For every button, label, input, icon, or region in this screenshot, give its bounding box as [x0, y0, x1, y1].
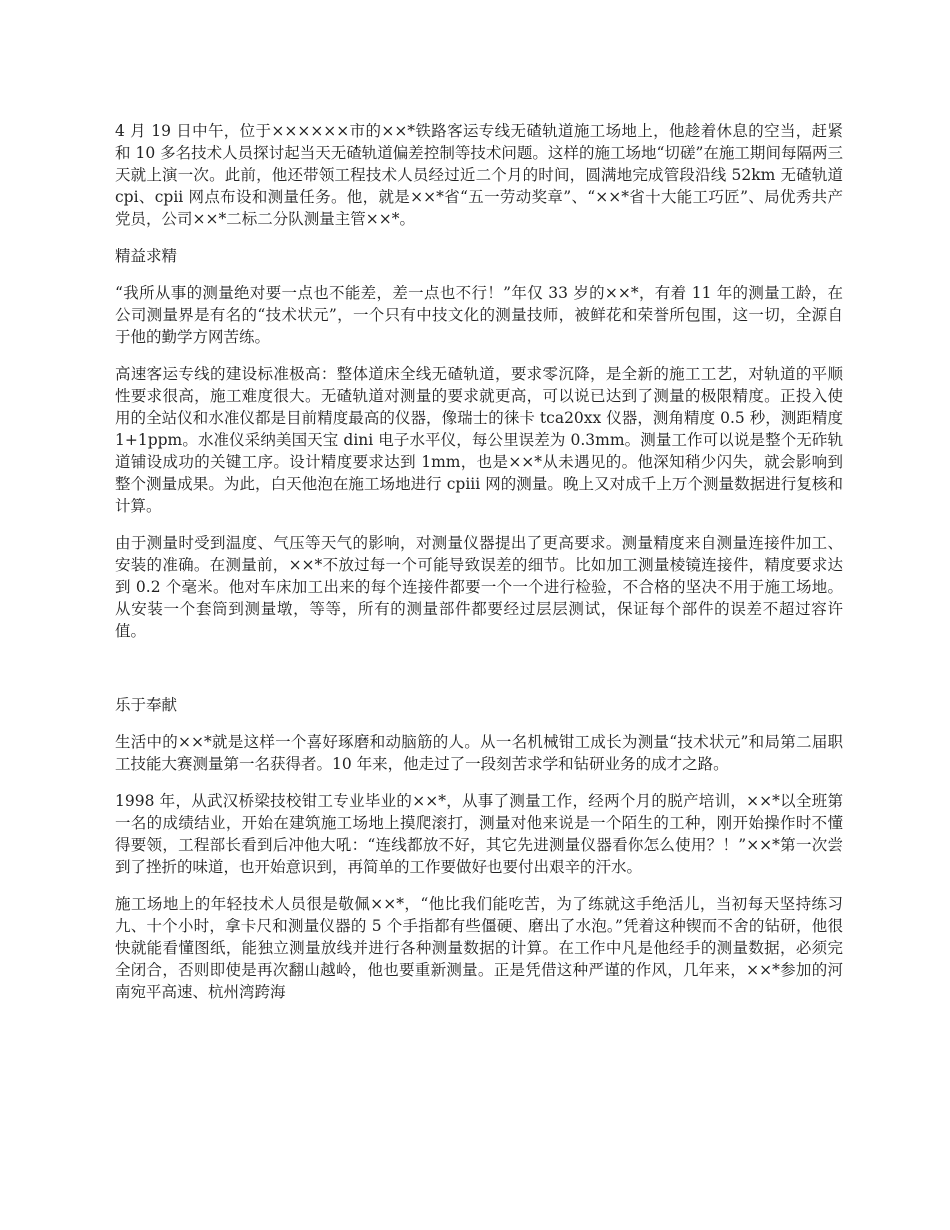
document-body: [115, 120, 843, 1018]
section-heading-precision: 精益求精: [115, 247, 178, 265]
section-heading-dedication: 乐于奉献: [115, 696, 178, 714]
body-paragraph: 高速客运专线的建设标准极高：整体道床全线无碴轨道，要求零沉降，是全新的施工工艺，对轨道的平顺性要求很高，施工难度很大。无碴轨道对测量的要求就更高，可以说已达到了测量的极限精度。正投入使用的全站仪和水准仪都是目前精度最高的仪器，像瑞士的徕卡 tca20xx 仪器，测角精度 0.5 秒，测距精度 1+1ppm。水准仪采纳美国天宝 dini 电子水平仪，每公里误差为 0.3mm。测量工作可以说是整个无砟轨道铺设成功的关键工序。设计精度要求达到 1mm，也是××*从未遇见的。他深知稍少闪失，就会影响到整个测量成果。为此，白天他泡在施工场地进行 cpiii 网的测量。晚上又对成千上万个测量数据进行复核和计算。: [115, 365, 843, 515]
body-paragraph: “我所从事的测量绝对要一点也不能差，差一点也不行！”年仅 33 岁的××*，有着 11 年的测量工龄，在公司测量界是有名的“技术状元”，一个只有中技文化的测量技师，被鲜花和荣誉所包围，这一切，全源自于他的勤学方网苦练。: [115, 284, 843, 346]
body-paragraph: 施工场地上的年轻技术人员很是敬佩××*，“他比我们能吃苦，为了练就这手绝活儿，当初每天坚持练习九、十个小时，拿卡尺和测量仪器的 5 个手指都有些僵硬、磨出了水泡。”凭着这种锲而不舍的钻研，他很快就能看懂图纸，能独立测量放线并进行各种测量数据的计算。在工作中凡是他经手的测量数据，必须完全闭合，否则即使是再次翻山越岭，他也要重新测量。正是凭借这种严谨的作风，几年来，××*参加的河南宛平高速、杭州湾跨海: [115, 895, 843, 1001]
body-paragraph: 由于测量时受到温度、气压等天气的影响，对测量仪器提出了更高要求。测量精度来自测量连接件加工、安装的准确。在测量前，××*不放过每一个可能导致误差的细节。比如加工测量棱镜连接件，精度要求达到 0.2 个毫米。他对车床加工出来的每个连接件都要一个一个进行检验，不合格的坚决不用于施工场地。从安装一个套筒到测量墩，等等，所有的测量部件都要经过层层测试，保证每个部件的误差不超过容许值。: [115, 534, 843, 640]
section-gap: [115, 657, 843, 694]
body-paragraph: 1998 年，从武汉桥梁技校钳工专业毕业的××*，从事了测量工作，经两个月的脱产培训，××*以全班第一名的成绩结业，开始在建筑施工场地上摸爬滚打，测量对他来说是一个陌生的工种，刚开始操作时不懂得要领，工程部长看到后冲他大吼：“连线都放不好，其它先进测量仪器看你怎么使用？！”××*第一次尝到了挫折的味道，也开始意识到，再简单的工作要做好也要付出艰辛的汗水。: [115, 792, 843, 876]
body-paragraph: 生活中的××*就是这样一个喜好琢磨和动脑筋的人。从一名机械钳工成长为测量“技术状元”和局第二届职工技能大赛测量第一名获得者。10 年来，他走过了一段刻苦求学和钻研业务的成才之路。: [115, 733, 843, 773]
intro-paragraph: 4 月 19 日中午，位于××××××市的××*铁路客运专线无碴轨道施工场地上，他趁着休息的空当，赶紧和 10 多名技术人员探讨起当天无碴轨道偏差控制等技术问题。这样的施工场地“切磋”在施工期间每隔两三天就上演一次。此前，他还带领工程技术人员经过近二个月的时间，圆满地完成管段沿线 52km 无碴轨道 cpi、cpii 网点布设和测量任务。他，就是××*省“五一劳动奖章”、“××*省十大能工巧匠”、局优秀共产党员，公司××*二标二分队测量主管××*。: [115, 122, 843, 228]
